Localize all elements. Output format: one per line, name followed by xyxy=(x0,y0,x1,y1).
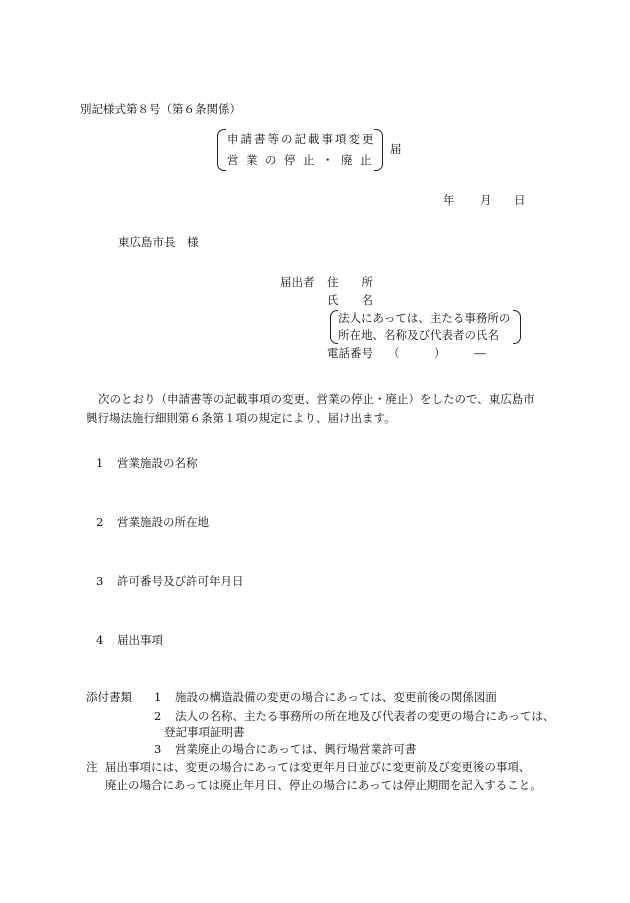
title-option-suspend: 営業の停止・廃止 xyxy=(227,153,379,167)
item-3-label: 許可番号及び許可年月日 xyxy=(117,574,244,588)
corp-note-right-bracket xyxy=(513,310,521,344)
date-day: 日 xyxy=(514,193,526,207)
corp-note-left-bracket xyxy=(330,310,338,344)
attachment-3-number: 3 xyxy=(154,742,162,756)
item-3-number: 3 xyxy=(96,574,104,588)
note-line-1: 届出事項には、変更の場合にあっては変更年月日並びに変更前及び変更後の事項、 xyxy=(105,760,531,774)
attachments-label: 添付書類 xyxy=(86,690,132,704)
item-1-number: 1 xyxy=(96,456,104,470)
attachment-3-text: 営業廃止の場合にあっては、興行場営業許可書 xyxy=(175,742,417,756)
item-4-number: 4 xyxy=(96,633,104,647)
attachment-1-text: 施設の構造設備の変更の場合にあっては、変更前後の関係図面 xyxy=(175,690,497,704)
corp-note-line2: 所在地、名称及び代表者の氏名 xyxy=(338,328,499,342)
attachment-2-text-cont: 登記事項証明書 xyxy=(164,725,245,739)
note-label: 注 xyxy=(86,760,98,774)
note-line-2: 廃止の場合にあっては廃止年月日、停止の場合にあっては停止期間を記入すること。 xyxy=(105,778,542,792)
name-label: 氏 名 xyxy=(327,293,373,307)
title-right-bracket xyxy=(374,129,383,171)
date-year: 年 xyxy=(443,193,455,207)
item-1-label: 営業施設の名称 xyxy=(117,456,198,470)
title-left-bracket xyxy=(217,129,226,171)
body-line-2: 興行場法施行細則第６条第１項の規定により、届け出ます。 xyxy=(86,411,396,425)
addressee: 東広島市長 様 xyxy=(118,235,199,249)
title-suffix: 届 xyxy=(390,142,402,156)
item-2-number: 2 xyxy=(96,515,104,529)
body-line-1: 次のとおり（申請書等の記載事項の変更、営業の停止・廃止）をしたので、東広島市 xyxy=(98,392,535,406)
attachment-2-number: 2 xyxy=(154,709,162,723)
attachment-1-number: 1 xyxy=(154,690,162,704)
form-number: 別記様式第８号（第６条関係） xyxy=(80,102,241,116)
attachment-2-text: 法人の名称、主たる事務所の所在地及び代表者の変更の場合にあっては、 xyxy=(175,709,555,723)
address-label: 住 所 xyxy=(327,275,373,289)
phone-label: 電話番号 xyxy=(327,346,373,360)
title-option-change: 申請書等の記載事項変更 xyxy=(227,132,376,146)
corp-note-line1: 法人にあっては、主たる事務所の xyxy=(338,311,511,325)
date-month: 月 xyxy=(480,193,492,207)
item-2-label: 営業施設の所在地 xyxy=(117,515,209,529)
notifier-label: 届出者 xyxy=(280,275,315,289)
phone-format: （ ） ― xyxy=(388,346,486,360)
item-4-label: 届出事項 xyxy=(117,633,163,647)
